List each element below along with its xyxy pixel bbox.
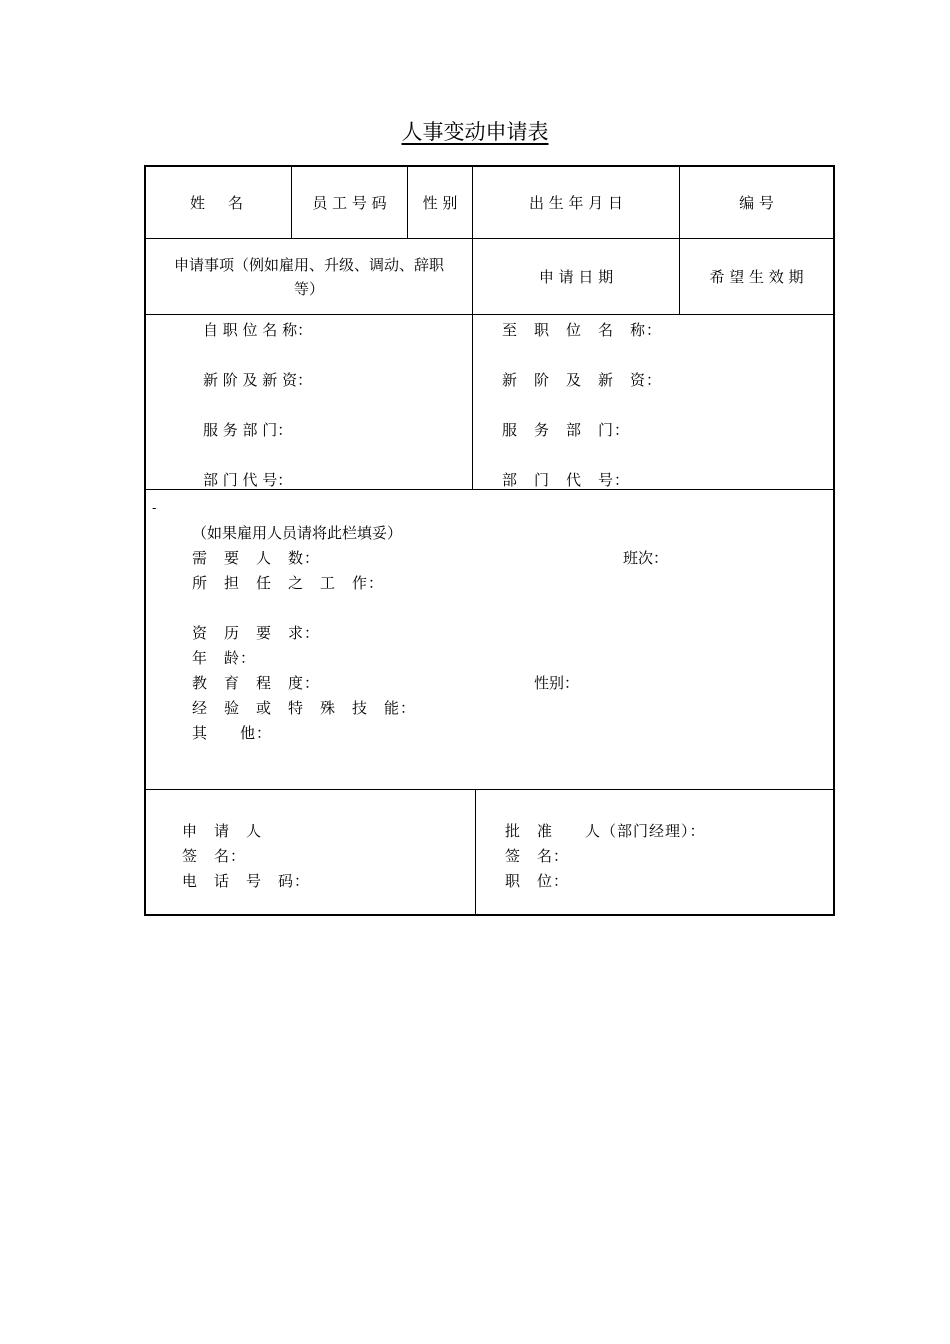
apply-date-header: 申 请 日 期	[538, 268, 614, 286]
shift-label: 班次：	[623, 549, 669, 567]
form-title: 人事变动申请表	[401, 120, 549, 144]
dash-mark: -	[152, 501, 157, 516]
gender-header: 性 别	[422, 194, 458, 212]
request-item-label-cont: 等）	[293, 280, 324, 298]
education-label: 教 育 程 度：	[192, 674, 321, 692]
to-grade-salary-label: 新 阶 及 新 资：	[502, 371, 663, 389]
hire-gender-label: 性别：	[534, 674, 580, 692]
row-divider	[146, 789, 833, 790]
serial-no-header: 编 号	[739, 194, 774, 212]
from-dept-code-label: 部 门 代 号：	[203, 471, 293, 489]
applicant-phone-label: 电 话 号 码：	[182, 872, 311, 890]
headcount-label: 需 要 人 数：	[192, 549, 321, 567]
approver-position-label: 职 位：	[505, 872, 570, 890]
approver-label: 批 准 人（部门经理）：	[505, 822, 706, 840]
personnel-change-form	[144, 165, 835, 916]
approver-sign-label: 签 名：	[505, 847, 570, 865]
to-dept-code-label: 部 门 代 号：	[502, 471, 631, 489]
from-position-label: 自 职 位 名 称：	[203, 321, 313, 339]
other-label: 其 他：	[192, 724, 273, 742]
applicant-label: 申 请 人	[182, 822, 263, 840]
experience-label: 经 验 或 特 殊 技 能：	[192, 699, 417, 717]
request-item-label: 申请事项（例如雇用、升级、调动、辞职	[173, 256, 444, 274]
from-grade-salary-label: 新 阶 及 新 资：	[203, 371, 313, 389]
name-header: 姓 名	[189, 194, 247, 212]
to-position-label: 至 职 位 名 称：	[502, 321, 663, 339]
duty-label: 所 担 任 之 工 作：	[192, 574, 385, 592]
row-divider	[146, 314, 833, 315]
qualification-label: 资 历 要 求：	[192, 624, 321, 642]
to-department-label: 服 务 部 门：	[502, 421, 631, 439]
employee-no-header: 员 工 号 码	[312, 194, 387, 212]
col-divider	[475, 789, 476, 916]
birth-date-header: 出 生 年 月 日	[528, 194, 624, 212]
from-department-label: 服 务 部 门：	[203, 421, 293, 439]
age-label: 年 龄：	[192, 649, 257, 667]
request-item-cell	[146, 239, 472, 314]
effective-date-header: 希 望 生 效 期	[709, 268, 804, 286]
hire-note: （如果雇用人员请将此栏填妥）	[192, 524, 403, 542]
applicant-sign-label: 签 名：	[182, 847, 247, 865]
